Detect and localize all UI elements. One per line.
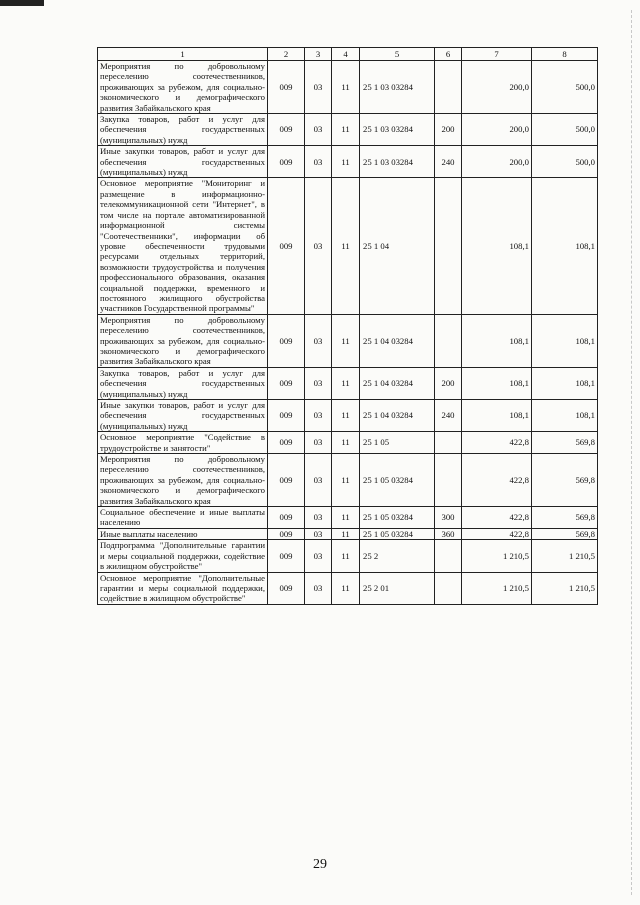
row-subsection-cell: 11: [332, 528, 360, 539]
row-grbs-cell: 009: [268, 114, 305, 146]
row-section-cell: 03: [305, 61, 332, 114]
row-section-cell: 03: [305, 540, 332, 572]
table-row: [98, 432, 598, 454]
row-amount-1-cell: 108,1: [462, 314, 532, 367]
row-target-article-cell: 25 1 03 03284: [360, 146, 435, 178]
table-row: [98, 572, 598, 604]
row-amount-2-cell: 500,0: [532, 114, 598, 146]
table-row: [98, 367, 598, 399]
table-row: [98, 454, 598, 507]
row-target-article-cell: 25 1 04: [360, 178, 435, 314]
row-name-cell: Закупка товаров, работ и услуг для обеспечения государственных (муниципальных) нужд: [98, 114, 268, 146]
row-target-article-cell: 25 1 04 03284: [360, 314, 435, 367]
row-name-cell: Закупка товаров, работ и услуг для обеспечения государственных (муниципальных) нужд: [98, 367, 268, 399]
row-name-cell: Иные закупки товаров, работ и услуг для обеспечения государственных (муниципальных) нужд: [98, 400, 268, 432]
row-grbs-cell: 009: [268, 528, 305, 539]
row-name-cell: Социальное обеспечение и иные выплаты населению: [98, 507, 268, 529]
row-amount-2-cell: 1 210,5: [532, 540, 598, 572]
scan-edge-mark: [0, 0, 44, 6]
row-amount-2-cell: 500,0: [532, 146, 598, 178]
row-subsection-cell: 11: [332, 146, 360, 178]
budget-table: [97, 47, 598, 605]
row-grbs-cell: 009: [268, 454, 305, 507]
table-row: [98, 528, 598, 539]
table-header-row: [98, 48, 598, 61]
row-section-cell: 03: [305, 528, 332, 539]
row-expense-type-cell: 240: [435, 400, 462, 432]
header-cell: 3: [305, 48, 332, 61]
row-expense-type-cell: 200: [435, 367, 462, 399]
row-amount-1-cell: 108,1: [462, 178, 532, 314]
row-target-article-cell: 25 1 05 03284: [360, 507, 435, 529]
row-expense-type-cell: [435, 454, 462, 507]
scan-edge-line: [631, 10, 632, 895]
row-name-cell: Мероприятия по добровольному переселению соотечественников, проживающих за рубежом, для социально-экономического и демографического развития Забайкальского края: [98, 61, 268, 114]
table-row: [98, 114, 598, 146]
row-name-cell: Мероприятия по добровольному переселению соотечественников, проживающих за рубежом, для социально-экономического и демографического развития Забайкальского края: [98, 314, 268, 367]
row-subsection-cell: 11: [332, 367, 360, 399]
row-subsection-cell: 11: [332, 432, 360, 454]
table-row: [98, 61, 598, 114]
table-row: [98, 400, 598, 432]
row-subsection-cell: 11: [332, 114, 360, 146]
row-amount-2-cell: 569,8: [532, 528, 598, 539]
row-amount-2-cell: 108,1: [532, 400, 598, 432]
row-amount-1-cell: 422,8: [462, 507, 532, 529]
header-cell: 7: [462, 48, 532, 61]
row-name-cell: Основное мероприятие "Дополнительные гарантии и меры социальной поддержки, содействие в жилищном обустройстве": [98, 572, 268, 604]
row-amount-2-cell: 108,1: [532, 178, 598, 314]
row-grbs-cell: 009: [268, 400, 305, 432]
row-amount-1-cell: 422,8: [462, 528, 532, 539]
header-cell: 2: [268, 48, 305, 61]
row-amount-2-cell: 108,1: [532, 367, 598, 399]
row-amount-2-cell: 1 210,5: [532, 572, 598, 604]
page-number: 29: [313, 857, 327, 872]
row-section-cell: 03: [305, 572, 332, 604]
row-amount-1-cell: 422,8: [462, 454, 532, 507]
row-grbs-cell: 009: [268, 540, 305, 572]
row-amount-1-cell: 422,8: [462, 432, 532, 454]
table-body: [98, 48, 598, 605]
row-subsection-cell: 11: [332, 314, 360, 367]
row-target-article-cell: 25 1 04 03284: [360, 400, 435, 432]
row-section-cell: 03: [305, 146, 332, 178]
row-section-cell: 03: [305, 114, 332, 146]
row-name-cell: Подпрограмма "Дополнительные гарантии и меры социальной поддержки, содействие в жилищном обустройстве": [98, 540, 268, 572]
row-expense-type-cell: [435, 432, 462, 454]
row-name-cell: Основное мероприятие "Мониторинг и размещение в информационно-телекоммуникационной сети "Интернет", в том числе на портале автоматизированной информационной системы "Соотечественники", информации об уровне обеспеченности трудовыми ресурсами отдельных территорий, возможности трудоустройства и получения профессионального образования, оказания социальной поддержки, временного и постоянного жилищного обустройства участников Государственной программы": [98, 178, 268, 314]
row-amount-1-cell: 1 210,5: [462, 540, 532, 572]
row-expense-type-cell: 360: [435, 528, 462, 539]
row-amount-2-cell: 108,1: [532, 314, 598, 367]
row-name-cell: Основное мероприятие "Содействие в трудоустройстве и занятости": [98, 432, 268, 454]
row-subsection-cell: 11: [332, 454, 360, 507]
row-subsection-cell: 11: [332, 507, 360, 529]
row-section-cell: 03: [305, 314, 332, 367]
row-grbs-cell: 009: [268, 61, 305, 114]
row-name-cell: Иные выплаты населению: [98, 528, 268, 539]
table-row: [98, 314, 598, 367]
row-grbs-cell: 009: [268, 572, 305, 604]
row-target-article-cell: 25 1 05 03284: [360, 528, 435, 539]
header-cell: 1: [98, 48, 268, 61]
row-section-cell: 03: [305, 400, 332, 432]
row-section-cell: 03: [305, 432, 332, 454]
row-section-cell: 03: [305, 507, 332, 529]
row-target-article-cell: 25 1 04 03284: [360, 367, 435, 399]
row-section-cell: 03: [305, 367, 332, 399]
row-expense-type-cell: [435, 540, 462, 572]
row-amount-1-cell: 200,0: [462, 61, 532, 114]
row-expense-type-cell: 300: [435, 507, 462, 529]
row-amount-2-cell: 569,8: [532, 432, 598, 454]
row-expense-type-cell: 240: [435, 146, 462, 178]
row-grbs-cell: 009: [268, 432, 305, 454]
row-amount-1-cell: 200,0: [462, 114, 532, 146]
row-subsection-cell: 11: [332, 61, 360, 114]
row-subsection-cell: 11: [332, 540, 360, 572]
table-row: [98, 146, 598, 178]
header-cell: 4: [332, 48, 360, 61]
row-amount-1-cell: 200,0: [462, 146, 532, 178]
row-subsection-cell: 11: [332, 178, 360, 314]
row-subsection-cell: 11: [332, 400, 360, 432]
header-cell: 8: [532, 48, 598, 61]
row-target-article-cell: 25 2: [360, 540, 435, 572]
row-target-article-cell: 25 2 01: [360, 572, 435, 604]
table-row: [98, 178, 598, 314]
row-name-cell: Мероприятия по добровольному переселению соотечественников, проживающих за рубежом, для социально-экономического и демографического развития Забайкальского края: [98, 454, 268, 507]
row-grbs-cell: 009: [268, 314, 305, 367]
row-amount-2-cell: 569,8: [532, 454, 598, 507]
table-row: [98, 540, 598, 572]
row-expense-type-cell: [435, 572, 462, 604]
row-amount-1-cell: 1 210,5: [462, 572, 532, 604]
row-expense-type-cell: [435, 61, 462, 114]
table-row: [98, 507, 598, 529]
row-target-article-cell: 25 1 03 03284: [360, 114, 435, 146]
row-section-cell: 03: [305, 178, 332, 314]
row-amount-1-cell: 108,1: [462, 400, 532, 432]
row-grbs-cell: 009: [268, 178, 305, 314]
row-grbs-cell: 009: [268, 367, 305, 399]
row-target-article-cell: 25 1 05 03284: [360, 454, 435, 507]
row-amount-1-cell: 108,1: [462, 367, 532, 399]
row-amount-2-cell: 500,0: [532, 61, 598, 114]
row-expense-type-cell: [435, 178, 462, 314]
row-amount-2-cell: 569,8: [532, 507, 598, 529]
row-grbs-cell: 009: [268, 146, 305, 178]
row-target-article-cell: 25 1 03 03284: [360, 61, 435, 114]
row-target-article-cell: 25 1 05: [360, 432, 435, 454]
row-subsection-cell: 11: [332, 572, 360, 604]
row-grbs-cell: 009: [268, 507, 305, 529]
header-cell: 5: [360, 48, 435, 61]
row-expense-type-cell: [435, 314, 462, 367]
row-expense-type-cell: 200: [435, 114, 462, 146]
row-section-cell: 03: [305, 454, 332, 507]
header-cell: 6: [435, 48, 462, 61]
row-name-cell: Иные закупки товаров, работ и услуг для обеспечения государственных (муниципальных) нужд: [98, 146, 268, 178]
